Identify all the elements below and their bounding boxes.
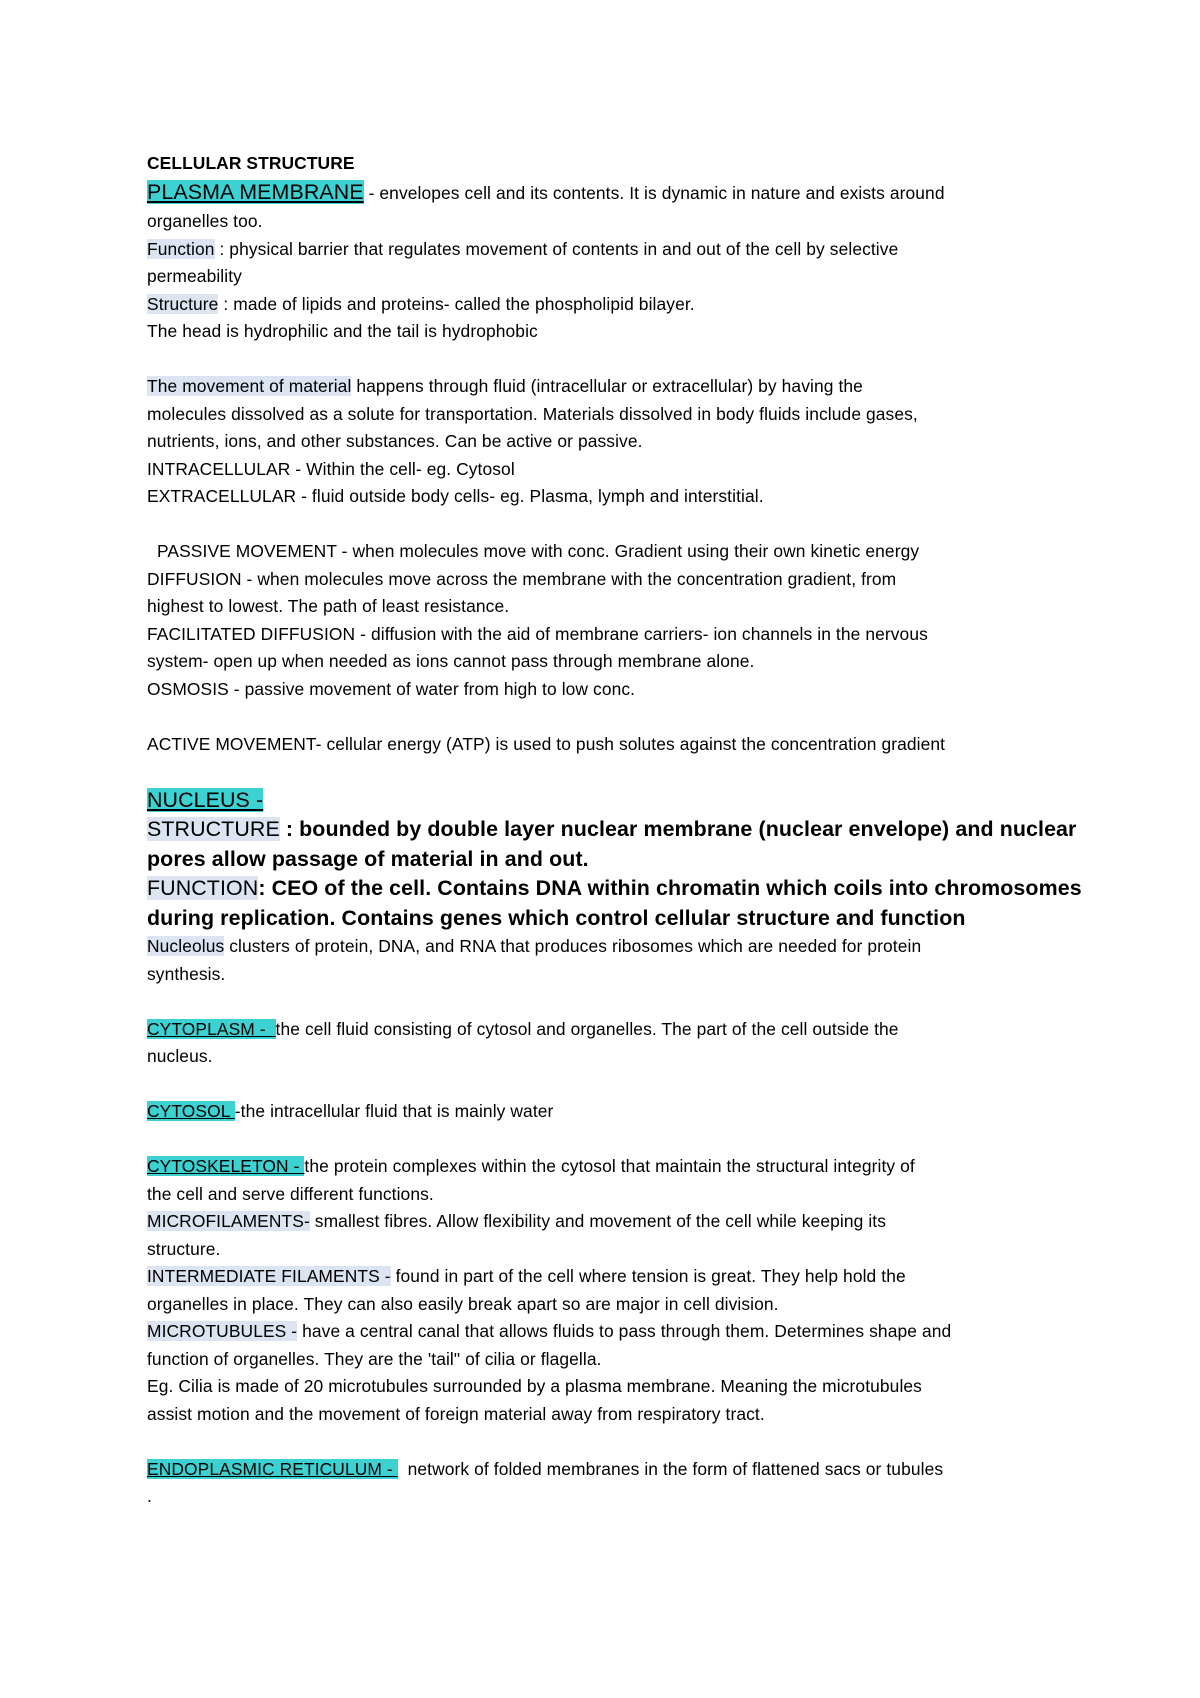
cytoskeleton-text: the protein complexes within the cytosol that maintain the structural integrity of — [304, 1156, 915, 1176]
nucleus-structure-line1 — [147, 815, 1077, 845]
movement-label: The movement of material — [147, 376, 352, 396]
cytoplasm-line2: nucleus. — [147, 1046, 213, 1066]
function-label: Function — [147, 238, 215, 259]
structure-label: Structure — [147, 293, 219, 314]
nucleus-structure-text: : bounded by double layer nuclear membrane (nuclear envelope) and nuclear — [279, 817, 1077, 841]
microtubules-label: MICROTUBULES - — [147, 1321, 298, 1341]
extracellular-line: EXTRACELLULAR - fluid outside body cells- eg. Plasma, lymph and interstitial. — [147, 486, 764, 506]
function-text: : physical barrier that regulates movement of contents in and out of the cell by selective — [214, 238, 899, 259]
er-text: network of folded membranes in the form of flattened sacs or tubules — [397, 1458, 944, 1479]
cytoplasm-line1 — [147, 1016, 1067, 1044]
microfilaments-label: MICROFILAMENTS- — [147, 1211, 310, 1231]
document-title: CELLULAR STRUCTURE — [147, 153, 355, 173]
nucleus-term: NUCLEUS - — [147, 787, 264, 812]
cytosol-term: CYTOSOL — [147, 1101, 235, 1121]
structure-text: : made of lipids and proteins- called the phospholipid bilayer. — [218, 293, 695, 314]
microfilaments-text: smallest fibres. Allow flexibility and movement of the cell while keeping its — [309, 1211, 887, 1231]
nucleus-function-line1 — [147, 874, 1082, 904]
movement-text: happens through fluid (intracellular or extracellular) by having the — [351, 376, 863, 396]
movement-line1 — [147, 373, 1067, 401]
microtubules-line1 — [147, 1318, 1067, 1346]
microfilaments-line2: structure. — [147, 1238, 221, 1259]
movement-line2: molecules dissolved as a solute for transportation. Materials dissolved in body fluids include gases, — [147, 403, 918, 424]
nucleus-function-line2: during replication. Contains genes which control cellular structure and function — [147, 905, 966, 930]
nucleus-heading — [147, 786, 1067, 816]
function-line1 — [147, 236, 1067, 264]
osmosis-line: OSMOSIS - passive movement of water from high to low conc. — [147, 678, 636, 699]
nucleolus-line1 — [147, 933, 1067, 961]
microfilaments-line1 — [147, 1208, 1067, 1236]
structure-line — [147, 291, 1067, 319]
cytoskeleton-line2: the cell and serve different functions. — [147, 1183, 434, 1204]
cytoskeleton-line1 — [147, 1153, 1067, 1181]
plasma-membrane-term: PLASMA MEMBRANE — [147, 179, 364, 204]
plasma-membrane-line2: organelles too. — [147, 211, 263, 231]
nucleus-structure-line2: pores allow passage of material in and out. — [147, 846, 589, 871]
nucleolus-text: clusters of protein, DNA, and RNA that produces ribosomes which are needed for protein — [224, 936, 922, 956]
cytoskeleton-term: CYTOSKELETON - — [147, 1156, 305, 1176]
microtubules-text: have a central canal that allows fluids to pass through them. Determines shape and — [297, 1321, 952, 1341]
head-tail-line: The head is hydrophilic and the tail is hydrophobic — [147, 321, 538, 341]
microtubules-line2: function of organelles. They are the 'tail" of cilia or flagella. — [147, 1348, 602, 1369]
intermediate-filaments-label: INTERMEDIATE FILAMENTS - — [147, 1266, 391, 1286]
facilitated-line1: FACILITATED DIFFUSION - diffusion with the aid of membrane carriers- ion channels in the nervous — [147, 623, 928, 644]
er-line — [147, 1456, 1067, 1484]
nucleus-function-text: : CEO of the cell. Contains DNA within chromatin which coils into chromosomes — [258, 876, 1082, 900]
cytosol-line — [147, 1098, 1067, 1126]
intermediate-filaments-text: found in part of the cell where tension is great. They help hold the — [390, 1266, 906, 1286]
nucleolus-label: Nucleolus — [147, 936, 225, 956]
nucleolus-line2: synthesis. — [147, 963, 226, 984]
plasma-membrane-line1 — [147, 178, 1067, 209]
cilia-line1: Eg. Cilia is made of 20 microtubules surrounded by a plasma membrane. Meaning the microtubules — [147, 1376, 922, 1396]
intermediate-filaments-line2: organelles in place. They can also easily break apart so are major in cell division. — [147, 1293, 779, 1314]
diffusion-line1: DIFFUSION - when molecules move across the membrane with the concentration gradient, from — [147, 568, 897, 589]
cytoplasm-text: the cell fluid consisting of cytosol and organelles. The part of the cell outside the — [275, 1018, 899, 1039]
cytoplasm-term: CYTOPLASM - — [147, 1018, 276, 1039]
intermediate-filaments-line1 — [147, 1263, 1067, 1291]
cytosol-text: -the intracellular fluid that is mainly water — [234, 1101, 554, 1121]
cilia-line2: assist motion and the movement of foreign material away from respiratory tract. — [147, 1403, 765, 1424]
er-dot: . — [147, 1486, 152, 1506]
nucleus-function-label: FUNCTION — [147, 876, 259, 900]
facilitated-line2: system- open up when needed as ions cannot pass through membrane alone. — [147, 651, 755, 671]
plasma-membrane-desc: - envelopes cell and its contents. It is dynamic in nature and exists around — [363, 182, 945, 203]
nucleus-structure-label: STRUCTURE — [147, 817, 280, 841]
function-line2: permeability — [147, 266, 242, 286]
er-term: ENDOPLASMIC RETICULUM - — [147, 1458, 398, 1479]
diffusion-line2: highest to lowest. The path of least resistance. — [147, 596, 510, 616]
active-movement-line: ACTIVE MOVEMENT- cellular energy (ATP) is used to push solutes against the concentration gradient — [147, 733, 946, 754]
intracellular-line: INTRACELLULAR - Within the cell- eg. Cytosol — [147, 458, 515, 479]
movement-line3: nutrients, ions, and other substances. Can be active or passive. — [147, 431, 643, 451]
document-page — [147, 150, 1082, 1511]
passive-movement-line: PASSIVE MOVEMENT - when molecules move with conc. Gradient using their own kinetic energy — [157, 541, 920, 561]
